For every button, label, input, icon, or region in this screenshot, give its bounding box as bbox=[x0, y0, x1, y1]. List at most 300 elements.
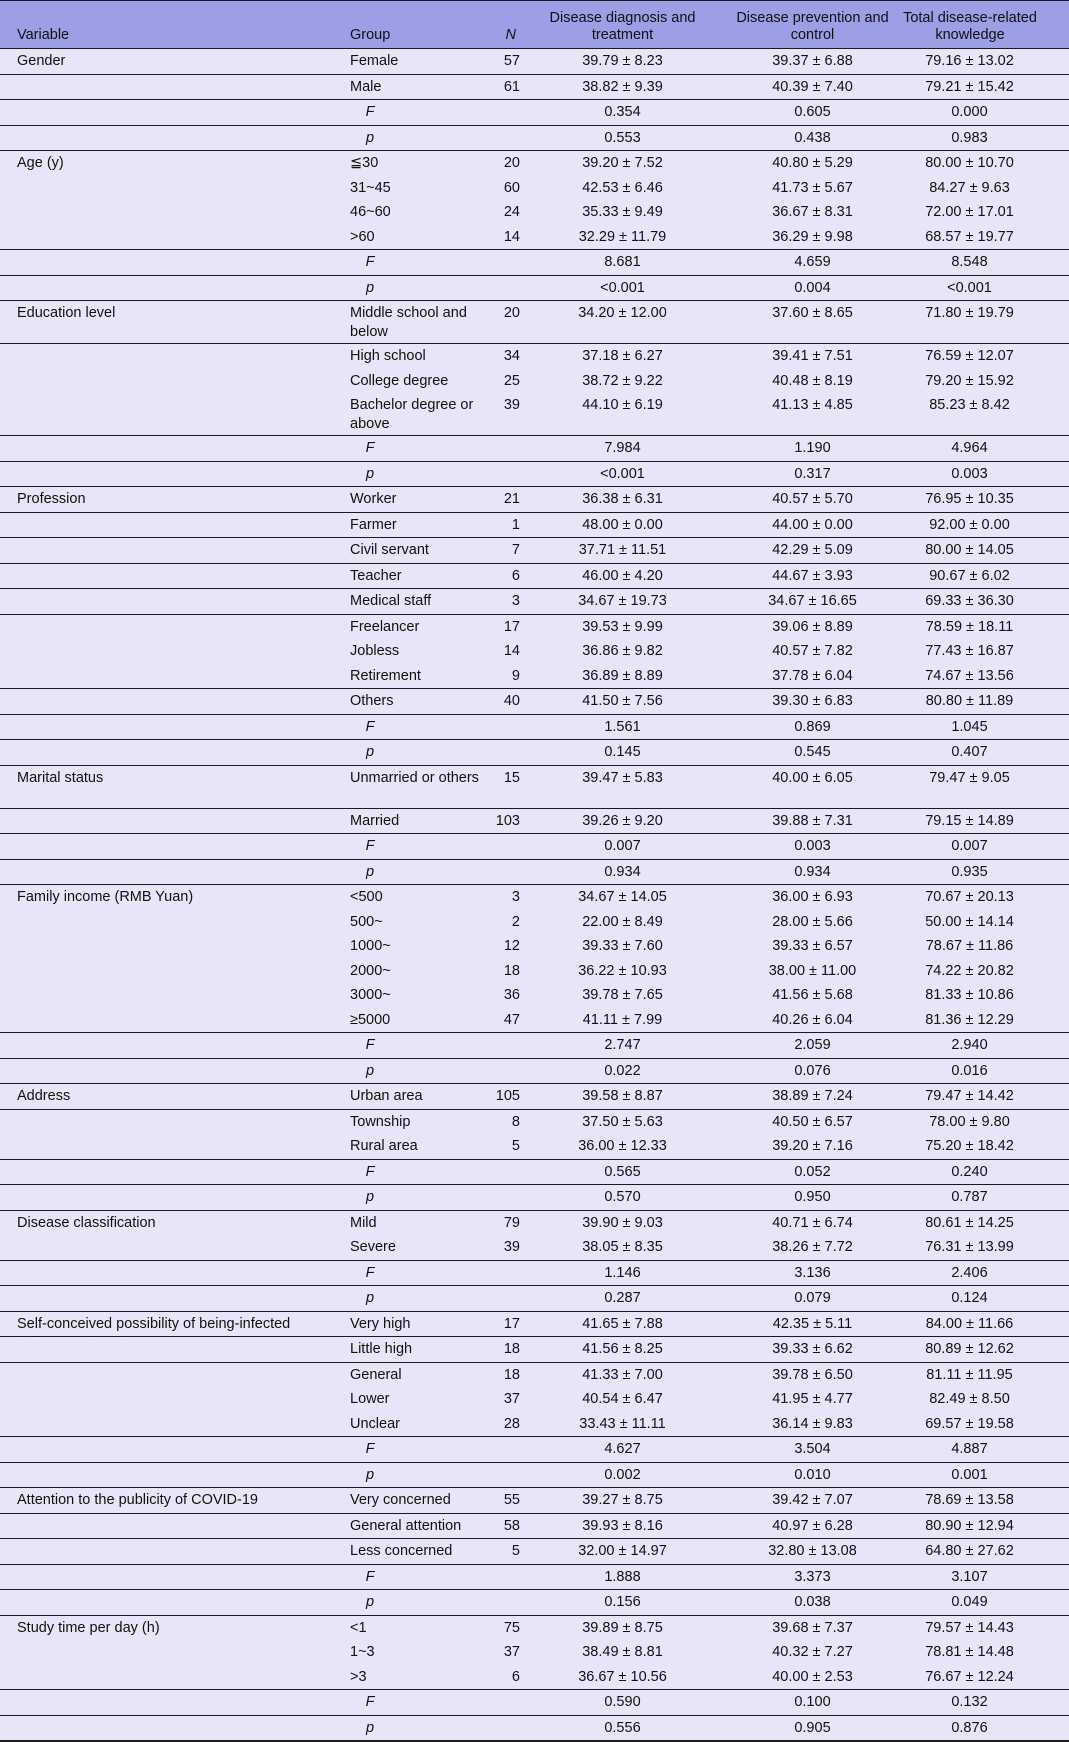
table-row bbox=[0, 615, 1069, 640]
n-value: 103 bbox=[440, 809, 520, 831]
total-value: 74.22 ± 20.82 bbox=[870, 959, 1069, 981]
group-label: Civil servant bbox=[350, 538, 490, 560]
stat-row bbox=[0, 1463, 1069, 1489]
stat-label: F bbox=[350, 1437, 390, 1459]
prevention-value: 28.00 ± 5.66 bbox=[725, 910, 900, 932]
total-value: 69.33 ± 36.30 bbox=[870, 589, 1069, 611]
diagnosis-value: 37.50 ± 5.63 bbox=[520, 1110, 725, 1132]
diagnosis-value: 39.20 ± 7.52 bbox=[520, 151, 725, 173]
prevention-value: 37.78 ± 6.04 bbox=[725, 664, 900, 686]
prevention-value: 39.42 ± 7.07 bbox=[725, 1488, 900, 1510]
prevention-value: 32.80 ± 13.08 bbox=[725, 1539, 900, 1561]
n-value: 39 bbox=[440, 393, 520, 415]
n-value: 9 bbox=[440, 664, 520, 686]
group-label: Male bbox=[350, 75, 490, 97]
total-value: 81.36 ± 12.29 bbox=[870, 1008, 1069, 1030]
n-value: 20 bbox=[440, 301, 520, 323]
table-row bbox=[0, 1312, 1069, 1338]
table-row bbox=[0, 75, 1069, 101]
group-label: Jobless bbox=[350, 639, 490, 661]
table-row bbox=[0, 1514, 1069, 1540]
table-body bbox=[0, 49, 1069, 1742]
table-row bbox=[0, 200, 1069, 225]
total-value: 80.00 ± 10.70 bbox=[870, 151, 1069, 173]
n-value: 1 bbox=[440, 513, 520, 535]
diagnosis-value: 41.50 ± 7.56 bbox=[520, 689, 725, 711]
diagnosis-value: 2.747 bbox=[520, 1033, 725, 1055]
stat-label: p bbox=[350, 1716, 390, 1738]
table-row bbox=[0, 1084, 1069, 1110]
table-row bbox=[0, 301, 1069, 344]
group-label: Urban area bbox=[350, 1084, 490, 1106]
diagnosis-value: 34.67 ± 14.05 bbox=[520, 885, 725, 907]
total-value: 0.000 bbox=[870, 100, 1069, 122]
table-row bbox=[0, 1211, 1069, 1236]
group-label: ≦30 bbox=[350, 151, 490, 173]
prevention-value: 36.67 ± 8.31 bbox=[725, 200, 900, 222]
total-value: 80.61 ± 14.25 bbox=[870, 1211, 1069, 1233]
stat-row bbox=[0, 740, 1069, 766]
diagnosis-value: 0.354 bbox=[520, 100, 725, 122]
diagnosis-value: 33.43 ± 11.11 bbox=[520, 1412, 725, 1434]
prevention-value: 44.67 ± 3.93 bbox=[725, 564, 900, 586]
total-value: 8.548 bbox=[870, 250, 1069, 272]
diagnosis-value: 42.53 ± 6.46 bbox=[520, 176, 725, 198]
prevention-value: 40.80 ± 5.29 bbox=[725, 151, 900, 173]
n-value: 15 bbox=[440, 766, 520, 788]
diagnosis-value: 38.82 ± 9.39 bbox=[520, 75, 725, 97]
diagnosis-value: <0.001 bbox=[520, 462, 725, 484]
group-label: Medical staff bbox=[350, 589, 490, 611]
total-value: 79.16 ± 13.02 bbox=[870, 49, 1069, 71]
stat-label: p bbox=[350, 740, 390, 762]
table-row bbox=[0, 589, 1069, 615]
diagnosis-value: 39.47 ± 5.83 bbox=[520, 766, 725, 788]
group-label: Female bbox=[350, 49, 490, 71]
diagnosis-value: 38.49 ± 8.81 bbox=[520, 1640, 725, 1662]
total-value: 76.95 ± 10.35 bbox=[870, 487, 1069, 509]
stat-row bbox=[0, 834, 1069, 860]
prevention-value: 39.78 ± 6.50 bbox=[725, 1363, 900, 1385]
diagnosis-value: 36.67 ± 10.56 bbox=[520, 1665, 725, 1687]
prevention-value: 39.88 ± 7.31 bbox=[725, 809, 900, 831]
prevention-value: 3.136 bbox=[725, 1261, 900, 1283]
total-value: 2.940 bbox=[870, 1033, 1069, 1055]
group-label: Middle school and below bbox=[350, 301, 490, 342]
diagnosis-value: 41.56 ± 8.25 bbox=[520, 1337, 725, 1359]
total-value: 0.240 bbox=[870, 1160, 1069, 1182]
table-row bbox=[0, 1008, 1069, 1034]
prevention-value: 36.14 ± 9.83 bbox=[725, 1412, 900, 1434]
total-value: 84.00 ± 11.66 bbox=[870, 1312, 1069, 1334]
variable-label: Study time per day (h) bbox=[17, 1616, 317, 1638]
prevention-value: 39.68 ± 7.37 bbox=[725, 1616, 900, 1638]
diagnosis-value: 41.11 ± 7.99 bbox=[520, 1008, 725, 1030]
prevention-value: 0.038 bbox=[725, 1590, 900, 1612]
total-value: 80.80 ± 11.89 bbox=[870, 689, 1069, 711]
group-label: College degree bbox=[350, 369, 490, 391]
stat-row bbox=[0, 715, 1069, 741]
n-value: 8 bbox=[440, 1110, 520, 1132]
prevention-value: 40.50 ± 6.57 bbox=[725, 1110, 900, 1132]
diagnosis-value: 46.00 ± 4.20 bbox=[520, 564, 725, 586]
total-value: 4.887 bbox=[870, 1437, 1069, 1459]
n-value: 57 bbox=[440, 49, 520, 71]
n-value: 75 bbox=[440, 1616, 520, 1638]
total-value: 84.27 ± 9.63 bbox=[870, 176, 1069, 198]
group-label: Very high bbox=[350, 1312, 490, 1334]
n-value: 20 bbox=[440, 151, 520, 173]
diagnosis-value: 38.05 ± 8.35 bbox=[520, 1235, 725, 1257]
diagnosis-value: 39.78 ± 7.65 bbox=[520, 983, 725, 1005]
prevention-value: 39.06 ± 8.89 bbox=[725, 615, 900, 637]
prevention-value: 39.30 ± 6.83 bbox=[725, 689, 900, 711]
group-label: Lower bbox=[350, 1387, 490, 1409]
diagnosis-value: 8.681 bbox=[520, 250, 725, 272]
n-value: 55 bbox=[440, 1488, 520, 1510]
prevention-value: 42.29 ± 5.09 bbox=[725, 538, 900, 560]
table-row bbox=[0, 689, 1069, 715]
prevention-value: 0.076 bbox=[725, 1059, 900, 1081]
diagnosis-value: 39.89 ± 8.75 bbox=[520, 1616, 725, 1638]
stat-label: p bbox=[350, 1463, 390, 1485]
diagnosis-value: 39.53 ± 9.99 bbox=[520, 615, 725, 637]
group-label: ≥5000 bbox=[350, 1008, 490, 1030]
diagnosis-value: 39.58 ± 8.87 bbox=[520, 1084, 725, 1106]
table-row bbox=[0, 1665, 1069, 1691]
total-value: 78.67 ± 11.86 bbox=[870, 934, 1069, 956]
group-label: >60 bbox=[350, 225, 490, 247]
total-value: 68.57 ± 19.77 bbox=[870, 225, 1069, 247]
group-label: >3 bbox=[350, 1665, 490, 1687]
diagnosis-value: 39.90 ± 9.03 bbox=[520, 1211, 725, 1233]
total-value: 0.876 bbox=[870, 1716, 1069, 1738]
table-row bbox=[0, 639, 1069, 664]
total-value: 85.23 ± 8.42 bbox=[870, 393, 1069, 415]
prevention-value: 0.010 bbox=[725, 1463, 900, 1485]
n-value: 39 bbox=[440, 1235, 520, 1257]
table-row bbox=[0, 1616, 1069, 1641]
n-value: 18 bbox=[440, 1363, 520, 1385]
diagnosis-value: 39.33 ± 7.60 bbox=[520, 934, 725, 956]
total-value: 76.67 ± 12.24 bbox=[870, 1665, 1069, 1687]
prevention-value: 39.33 ± 6.57 bbox=[725, 934, 900, 956]
table-row bbox=[0, 766, 1069, 809]
group-label: Bachelor degree or above bbox=[350, 393, 490, 434]
group-label: <500 bbox=[350, 885, 490, 907]
stat-row bbox=[0, 1185, 1069, 1211]
diagnosis-value: 0.556 bbox=[520, 1716, 725, 1738]
group-label: Worker bbox=[350, 487, 490, 509]
n-value: 28 bbox=[440, 1412, 520, 1434]
table-row bbox=[0, 1640, 1069, 1665]
group-label: Mild bbox=[350, 1211, 490, 1233]
total-value: 0.124 bbox=[870, 1286, 1069, 1308]
group-label: Very concerned bbox=[350, 1488, 490, 1510]
total-value: 0.983 bbox=[870, 126, 1069, 148]
stat-label: p bbox=[350, 1286, 390, 1308]
n-value: 17 bbox=[440, 1312, 520, 1334]
diagnosis-value: 0.553 bbox=[520, 126, 725, 148]
prevention-value: 38.26 ± 7.72 bbox=[725, 1235, 900, 1257]
n-value: 21 bbox=[440, 487, 520, 509]
total-value: 80.00 ± 14.05 bbox=[870, 538, 1069, 560]
total-value: 79.15 ± 14.89 bbox=[870, 809, 1069, 831]
diagnosis-value: 40.54 ± 6.47 bbox=[520, 1387, 725, 1409]
diagnosis-value: 32.00 ± 14.97 bbox=[520, 1539, 725, 1561]
table-row bbox=[0, 1412, 1069, 1438]
diagnosis-value: 1.888 bbox=[520, 1565, 725, 1587]
prevention-value: 40.32 ± 7.27 bbox=[725, 1640, 900, 1662]
variable-label: Profession bbox=[17, 487, 317, 509]
prevention-value: 40.57 ± 5.70 bbox=[725, 487, 900, 509]
n-value: 12 bbox=[440, 934, 520, 956]
table-row bbox=[0, 1337, 1069, 1363]
total-value: 2.406 bbox=[870, 1261, 1069, 1283]
prevention-value: 41.95 ± 4.77 bbox=[725, 1387, 900, 1409]
prevention-value: 0.545 bbox=[725, 740, 900, 762]
group-label: General attention bbox=[350, 1514, 490, 1536]
prevention-value: 2.059 bbox=[725, 1033, 900, 1055]
prevention-value: 38.89 ± 7.24 bbox=[725, 1084, 900, 1106]
stat-row bbox=[0, 126, 1069, 152]
group-label: <1 bbox=[350, 1616, 490, 1638]
prevention-value: 0.052 bbox=[725, 1160, 900, 1182]
n-value: 40 bbox=[440, 689, 520, 711]
prevention-value: 34.67 ± 16.65 bbox=[725, 589, 900, 611]
diagnosis-value: 41.65 ± 7.88 bbox=[520, 1312, 725, 1334]
prevention-value: 36.29 ± 9.98 bbox=[725, 225, 900, 247]
table-row bbox=[0, 176, 1069, 201]
total-value: 0.132 bbox=[870, 1690, 1069, 1712]
diagnosis-value: 36.22 ± 10.93 bbox=[520, 959, 725, 981]
prevention-value: 37.60 ± 8.65 bbox=[725, 301, 900, 323]
stat-label: F bbox=[350, 715, 390, 737]
prevention-value: 40.71 ± 6.74 bbox=[725, 1211, 900, 1233]
diagnosis-value: 38.72 ± 9.22 bbox=[520, 369, 725, 391]
group-label: 3000~ bbox=[350, 983, 490, 1005]
prevention-value: 38.00 ± 11.00 bbox=[725, 959, 900, 981]
prevention-value: 39.41 ± 7.51 bbox=[725, 344, 900, 366]
stat-label: p bbox=[350, 1590, 390, 1612]
diagnosis-value: 0.565 bbox=[520, 1160, 725, 1182]
table-row bbox=[0, 1110, 1069, 1135]
prevention-value: 1.190 bbox=[725, 436, 900, 458]
prevention-value: 40.00 ± 2.53 bbox=[725, 1665, 900, 1687]
diagnosis-value: 35.33 ± 9.49 bbox=[520, 200, 725, 222]
group-label: High school bbox=[350, 344, 490, 366]
total-value: 76.31 ± 13.99 bbox=[870, 1235, 1069, 1257]
prevention-value: 39.33 ± 6.62 bbox=[725, 1337, 900, 1359]
table-row bbox=[0, 1235, 1069, 1261]
header-diagnosis: Disease diagnosis and treatment bbox=[540, 1, 705, 48]
group-label: Retirement bbox=[350, 664, 490, 686]
prevention-value: 4.659 bbox=[725, 250, 900, 272]
diagnosis-value: 0.007 bbox=[520, 834, 725, 856]
group-label: 2000~ bbox=[350, 959, 490, 981]
n-value: 5 bbox=[440, 1539, 520, 1561]
group-label: Rural area bbox=[350, 1134, 490, 1156]
diagnosis-value: 36.89 ± 8.89 bbox=[520, 664, 725, 686]
table-row bbox=[0, 1363, 1069, 1388]
variable-label: Gender bbox=[17, 49, 317, 71]
prevention-value: 0.950 bbox=[725, 1185, 900, 1207]
diagnosis-value: 0.590 bbox=[520, 1690, 725, 1712]
stat-row bbox=[0, 250, 1069, 276]
total-value: 82.49 ± 8.50 bbox=[870, 1387, 1069, 1409]
n-value: 6 bbox=[440, 564, 520, 586]
prevention-value: 0.004 bbox=[725, 276, 900, 298]
table-row bbox=[0, 959, 1069, 984]
n-value: 60 bbox=[440, 176, 520, 198]
total-value: 79.47 ± 14.42 bbox=[870, 1084, 1069, 1106]
stat-row bbox=[0, 100, 1069, 126]
diagnosis-value: 0.156 bbox=[520, 1590, 725, 1612]
stat-row bbox=[0, 1716, 1069, 1742]
total-value: 0.003 bbox=[870, 462, 1069, 484]
n-value: 58 bbox=[440, 1514, 520, 1536]
total-value: 70.67 ± 20.13 bbox=[870, 885, 1069, 907]
total-value: 75.20 ± 18.42 bbox=[870, 1134, 1069, 1156]
n-value: 79 bbox=[440, 1211, 520, 1233]
group-label: Unmarried or others bbox=[350, 766, 490, 788]
group-label: 500~ bbox=[350, 910, 490, 932]
prevention-value: 0.100 bbox=[725, 1690, 900, 1712]
table-row bbox=[0, 1134, 1069, 1160]
table-row bbox=[0, 369, 1069, 394]
diagnosis-value: 37.71 ± 11.51 bbox=[520, 538, 725, 560]
prevention-value: 3.504 bbox=[725, 1437, 900, 1459]
table-row bbox=[0, 151, 1069, 176]
total-value: 92.00 ± 0.00 bbox=[870, 513, 1069, 535]
n-value: 2 bbox=[440, 910, 520, 932]
diagnosis-value: 37.18 ± 6.27 bbox=[520, 344, 725, 366]
total-value: 78.81 ± 14.48 bbox=[870, 1640, 1069, 1662]
total-value: 81.33 ± 10.86 bbox=[870, 983, 1069, 1005]
variable-label: Marital status bbox=[17, 766, 317, 788]
stat-label: F bbox=[350, 1033, 390, 1055]
total-value: 90.67 ± 6.02 bbox=[870, 564, 1069, 586]
total-value: 0.935 bbox=[870, 860, 1069, 882]
header-prevention: Disease prevention and control bbox=[730, 1, 895, 48]
variable-label: Education level bbox=[17, 301, 317, 323]
diagnosis-value: 39.27 ± 8.75 bbox=[520, 1488, 725, 1510]
total-value: 81.11 ± 11.95 bbox=[870, 1363, 1069, 1385]
n-value: 18 bbox=[440, 959, 520, 981]
table-row bbox=[0, 513, 1069, 539]
variable-label: Self-conceived possibility of being-infected bbox=[17, 1312, 317, 1353]
diagnosis-value: 1.561 bbox=[520, 715, 725, 737]
table-row bbox=[0, 934, 1069, 959]
variable-label: Attention to the publicity of COVID-19 bbox=[17, 1488, 317, 1510]
group-label: 1000~ bbox=[350, 934, 490, 956]
stat-row bbox=[0, 436, 1069, 462]
stat-label: F bbox=[350, 436, 390, 458]
stat-label: F bbox=[350, 250, 390, 272]
table-row bbox=[0, 1387, 1069, 1412]
total-value: 0.407 bbox=[870, 740, 1069, 762]
total-value: 79.21 ± 15.42 bbox=[870, 75, 1069, 97]
group-label: 31~45 bbox=[350, 176, 490, 198]
total-value: 4.964 bbox=[870, 436, 1069, 458]
total-value: 76.59 ± 12.07 bbox=[870, 344, 1069, 366]
prevention-value: 0.438 bbox=[725, 126, 900, 148]
diagnosis-value: 34.67 ± 19.73 bbox=[520, 589, 725, 611]
group-label: Severe bbox=[350, 1235, 490, 1257]
variable-label: Address bbox=[17, 1084, 317, 1106]
total-value: 50.00 ± 14.14 bbox=[870, 910, 1069, 932]
n-value: 61 bbox=[440, 75, 520, 97]
diagnosis-value: 0.287 bbox=[520, 1286, 725, 1308]
n-value: 17 bbox=[440, 615, 520, 637]
n-value: 3 bbox=[440, 885, 520, 907]
stat-row bbox=[0, 1286, 1069, 1312]
diagnosis-value: 0.022 bbox=[520, 1059, 725, 1081]
prevention-value: 42.35 ± 5.11 bbox=[725, 1312, 900, 1334]
stat-row bbox=[0, 860, 1069, 886]
group-label: Township bbox=[350, 1110, 490, 1132]
table-row bbox=[0, 910, 1069, 935]
table-row bbox=[0, 664, 1069, 690]
prevention-value: 0.605 bbox=[725, 100, 900, 122]
stat-label: p bbox=[350, 1185, 390, 1207]
n-value: 3 bbox=[440, 589, 520, 611]
stat-row bbox=[0, 1590, 1069, 1616]
total-value: 78.00 ± 9.80 bbox=[870, 1110, 1069, 1132]
total-value: 69.57 ± 19.58 bbox=[870, 1412, 1069, 1434]
variable-label: Age (y) bbox=[17, 151, 317, 173]
stat-label: p bbox=[350, 276, 390, 298]
stat-label: F bbox=[350, 1690, 390, 1712]
total-value: 71.80 ± 19.79 bbox=[870, 301, 1069, 323]
prevention-value: 39.37 ± 6.88 bbox=[725, 49, 900, 71]
total-value: 78.69 ± 13.58 bbox=[870, 1488, 1069, 1510]
n-value: 47 bbox=[440, 1008, 520, 1030]
total-value: 77.43 ± 16.87 bbox=[870, 639, 1069, 661]
group-label: 1~3 bbox=[350, 1640, 490, 1662]
prevention-value: 40.26 ± 6.04 bbox=[725, 1008, 900, 1030]
table-row bbox=[0, 983, 1069, 1008]
total-value: <0.001 bbox=[870, 276, 1069, 298]
table-row bbox=[0, 1539, 1069, 1565]
table-header bbox=[0, 0, 1069, 49]
total-value: 1.045 bbox=[870, 715, 1069, 737]
total-value: 80.89 ± 12.62 bbox=[870, 1337, 1069, 1359]
table-row bbox=[0, 225, 1069, 251]
n-value: 34 bbox=[440, 344, 520, 366]
n-value: 24 bbox=[440, 200, 520, 222]
prevention-value: 0.317 bbox=[725, 462, 900, 484]
total-value: 0.016 bbox=[870, 1059, 1069, 1081]
diagnosis-value: 7.984 bbox=[520, 436, 725, 458]
n-value: 14 bbox=[440, 639, 520, 661]
diagnosis-value: 34.20 ± 12.00 bbox=[520, 301, 725, 323]
prevention-value: 40.57 ± 7.82 bbox=[725, 639, 900, 661]
total-value: 72.00 ± 17.01 bbox=[870, 200, 1069, 222]
prevention-value: 39.20 ± 7.16 bbox=[725, 1134, 900, 1156]
stat-row bbox=[0, 462, 1069, 488]
header-group: Group bbox=[350, 1, 470, 48]
prevention-value: 41.56 ± 5.68 bbox=[725, 983, 900, 1005]
prevention-value: 40.97 ± 6.28 bbox=[725, 1514, 900, 1536]
stat-row bbox=[0, 1261, 1069, 1287]
group-label: Farmer bbox=[350, 513, 490, 535]
stat-label: F bbox=[350, 834, 390, 856]
table-row bbox=[0, 49, 1069, 75]
prevention-value: 0.079 bbox=[725, 1286, 900, 1308]
diagnosis-value: 22.00 ± 8.49 bbox=[520, 910, 725, 932]
table-row bbox=[0, 1488, 1069, 1514]
